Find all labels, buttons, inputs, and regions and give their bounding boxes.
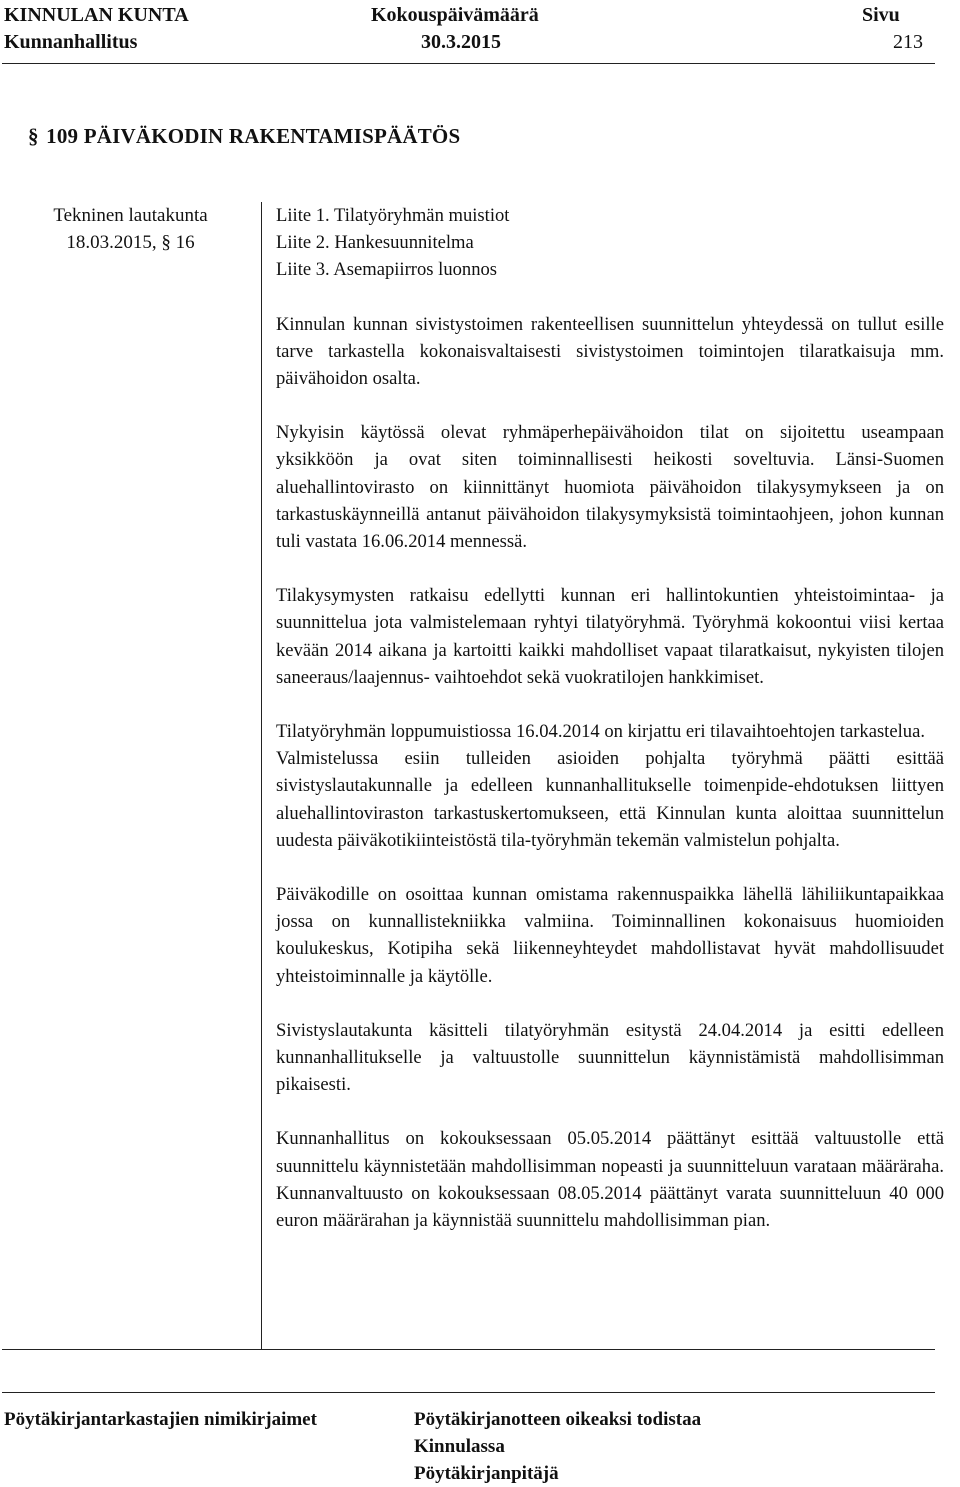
handling-history [0, 202, 262, 1350]
history-date: 18.03.2015, [66, 232, 157, 253]
footer-keeper: Pöytäkirjanpitäjä [414, 1463, 559, 1484]
meeting-date-value: 30.3.2015 [421, 31, 501, 53]
body-paragraph: Valmistelussa esiin tulleiden asioiden pohjalta työryhmä päätti esittää sivistyslautakunnalle ja edelleen kunnanhallitukselle toimenpide-ehdotuksen liittyen aluehallintoviraston tarkastuskertomukseen, että Kinnulan kunta aloittaa suunnittelun uudesta päiväkotikiinteistöstä tila-työryhmän tekemän valmistelun pohjalta. [276, 748, 944, 851]
attachment-item: Liite 2. Hankesuunnitelma [276, 232, 474, 254]
body-paragraph: Kinnulan kunnan sivistystoimen rakenteellisen suunnittelun yhteydessä on tullut esille tarve tarkastella kokonaisvaltaisesti sivistystoimen toimintojen tilaratkaisuja mm. päivähoidon osalta. [276, 313, 944, 390]
body-paragraph: Tilakysymysten ratkaisu edellytti kunnan eri hallintokuntien yhteistoimintaa- ja suunnittelua jota valmistelemaan ryhtyi tilatyöryhmä. Työryhmä kokoontui viisi kertaa kevään 2014 aikana ja kartoitti kaikki mahdolliset vapaat tilaratkaisut, nykyisten tilojen saneeraus/laajennus- vaihtoehdot sekä vuokratilojen hankkimiset. [276, 585, 944, 688]
attachments-list [276, 202, 944, 284]
section-mark: § [28, 124, 39, 148]
footer-certification-label: Pöytäkirjanotteen oikeaksi todistaa [414, 1409, 702, 1430]
meeting-body: Kunnanhallitus [4, 31, 138, 53]
main-content [276, 202, 944, 1234]
body-paragraph: Sivistyslautakunta käsitteli tilatyöryhmän esitystä 24.04.2014 ja esitti edelleen kunnanhallitukselle ja valtuustolle suunnittelun käynnistämistä mahdollisimman pikaisesti. [276, 1019, 944, 1096]
meeting-date-label: Kokouspäivämäärä [371, 4, 539, 26]
history-section-number: 16 [175, 232, 195, 253]
history-committee: Tekninen lautakunta [53, 205, 208, 226]
attachment-item: Liite 3. Asemapiirros luonnos [276, 259, 498, 281]
section-title [28, 124, 460, 149]
municipality-name: KINNULAN KUNTA [4, 4, 189, 26]
body-paragraph: Kunnanhallitus on kokouksessaan 05.05.2014 päättänyt esittää valtuustolle että suunnittelu käynnistetään mahdollisimman nopeasti ja suunnitteluun varataan määräraha. Kunnanvaltuusto on kokouksessaan 08.05.2014 päättänyt varata suunnitteluun 40 000 euron määrärahan ja käynnistää suunnittelu mahdollisimman pian. [276, 1128, 944, 1232]
footer-divider [2, 1392, 935, 1393]
header-divider [2, 63, 935, 64]
body-paragraph: Tilatyöryhmän loppumuistiossa 16.04.2014 on kirjattu eri tilavaihtoehtojen tarkastelua. [276, 721, 925, 743]
history-section-mark: § [161, 232, 171, 253]
attachment-item: Liite 1. Tilatyöryhmän muistiot [276, 205, 510, 226]
content-end-divider [2, 1349, 935, 1350]
body-paragraph: Päiväkodille on osoittaa kunnan omistama rakennuspaikka lähellä lähiliikuntapaikkaa jossa on kunnallistekniikka valmiina. Toiminnallinen kokonaisuus huomioiden koulukeskus, Kotipiha sekä liikenneyhteydet mahdollistavat hyvät mahdollisuudet yhteistoiminnalle ja käytölle. [276, 884, 944, 987]
footer-signature-label: Pöytäkirjantarkastajien nimikirjaimet [4, 1409, 317, 1430]
page-label: Sivu [862, 4, 900, 26]
section-title-text: 109 PÄIVÄKODIN RAKENTAMISPÄÄTÖS [46, 124, 461, 148]
document-header [0, 2, 960, 58]
page-number: 213 [893, 31, 923, 53]
history-reference [0, 229, 261, 256]
body-paragraph: Nykyisin käytössä olevat ryhmäperhepäivähoidon tilat on sijoitettu useampaan yksikköön ja ovat siten toiminnallisesti heikosti soveltuvia. Länsi-Suomen aluehallintovirasto on kiinnittänyt huomiota päivähoidon tilakysymykseen ja on tarkastuskäynneillä antanut päivähoidon tilakysymyksistä toimintaohjeen, johon kunnan tuli vastata 16.06.2014 mennessä. [276, 422, 944, 553]
footer-place: Kinnulassa [414, 1436, 505, 1457]
